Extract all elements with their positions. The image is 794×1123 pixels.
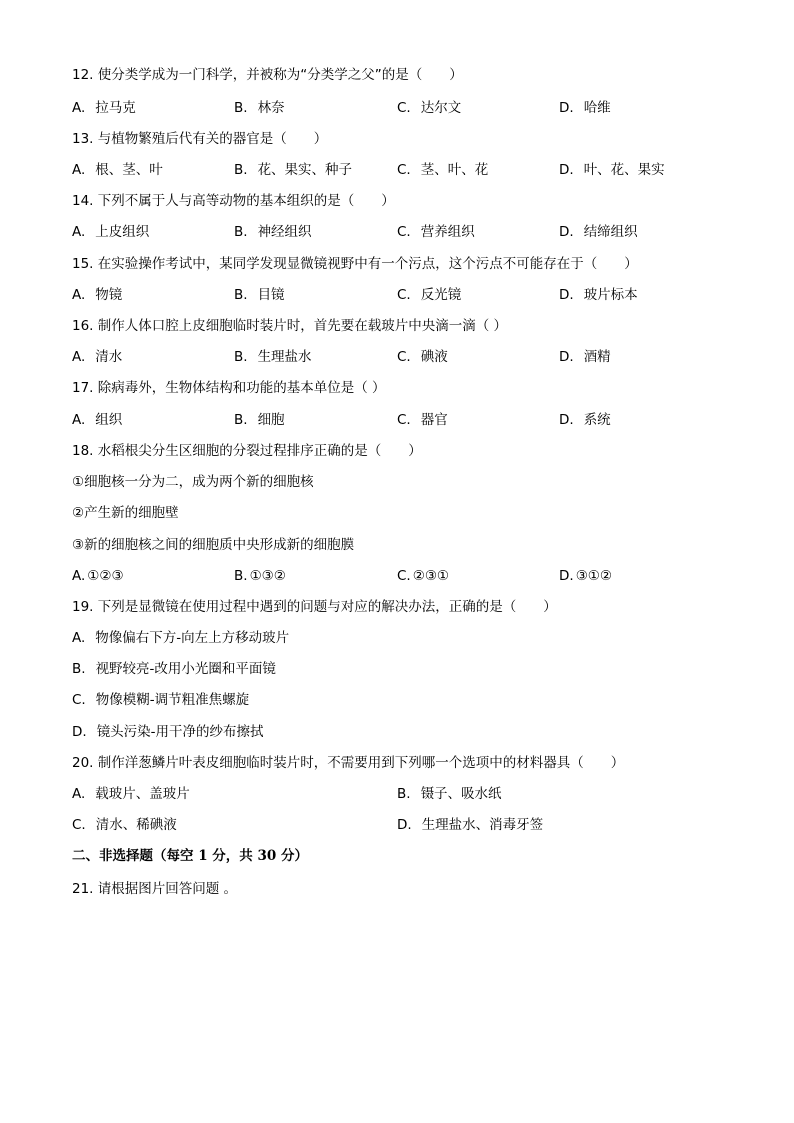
- question-15-stem: 15. 在实验操作考试中，某同学发现显微镜视野中有一个污点，这个污点不可能存在于（ ）: [72, 256, 638, 272]
- question-19-option-b: B. 视野较亮-改用小光圈和平面镜: [72, 661, 276, 677]
- option-b: B. 镊子、吸水纸: [397, 786, 502, 802]
- option-b: B. 目镜: [234, 287, 285, 303]
- option-a: A. 物镜: [72, 287, 123, 303]
- option-a: A. 上皮组织: [72, 224, 150, 240]
- question-17-stem: 17. 除病毒外，生物体结构和功能的基本单位是（ ）: [72, 380, 386, 396]
- option-c: C. 反光镜: [397, 287, 462, 303]
- question-19-stem: 19. 下列是显微镜在使用过程中遇到的问题与对应的解决办法，正确的是（ ）: [72, 599, 557, 615]
- option-c: C. 达尔文: [397, 100, 462, 116]
- option-b: B. ①③②: [234, 568, 286, 584]
- option-d: D. 生理盐水、消毒牙签: [397, 817, 544, 833]
- option-c: C. 清水、稀碘液: [72, 817, 177, 833]
- question-18-step-2: ②产生新的细胞壁: [72, 505, 179, 521]
- option-a: A. 载玻片、盖玻片: [72, 786, 190, 802]
- option-d: D. 玻片标本: [559, 287, 638, 303]
- option-d: D. ③①②: [559, 568, 612, 584]
- option-c: C. 茎、叶、花: [397, 162, 489, 178]
- option-b: B. 林奈: [234, 100, 285, 116]
- option-b: B. 生理盐水: [234, 349, 312, 365]
- option-d: D. 哈维: [559, 100, 611, 116]
- option-c: C. 碘液: [397, 349, 448, 365]
- question-18-options: [72, 567, 732, 585]
- question-12-options: [72, 99, 732, 117]
- option-c: C. 营养组织: [397, 224, 475, 240]
- question-20-options-row-1: [72, 785, 732, 803]
- option-d: D. 系统: [559, 412, 611, 428]
- question-18-step-1: ①细胞核一分为二，成为两个新的细胞核: [72, 474, 314, 490]
- option-a: A. 拉马克: [72, 100, 136, 116]
- option-a: A. 根、茎、叶: [72, 162, 163, 178]
- question-17-options: [72, 411, 732, 429]
- question-13-options: [72, 161, 732, 179]
- question-18-stem: 18. 水稻根尖分生区细胞的分裂过程排序正确的是（ ）: [72, 443, 422, 459]
- option-b: B. 细胞: [234, 412, 285, 428]
- section-heading: 二、非选择题（每空 1 分，共 30 分）: [72, 848, 308, 864]
- question-18-step-3: ③新的细胞核之间的细胞质中央形成新的细胞膜: [72, 537, 355, 553]
- question-20-stem: 20. 制作洋葱鳞片叶表皮细胞临时装片时，不需要用到下列哪一个选项中的材料器具（ ）: [72, 755, 625, 771]
- option-d: D. 叶、花、果实: [559, 162, 665, 178]
- option-a: A. ①②③: [72, 568, 124, 584]
- question-14-stem: 14. 下列不属于人与高等动物的基本组织的是（ ）: [72, 193, 395, 209]
- question-14-options: [72, 223, 732, 241]
- option-d: D. 酒精: [559, 349, 611, 365]
- option-a: A. 组织: [72, 412, 123, 428]
- option-b: B. 神经组织: [234, 224, 312, 240]
- option-b: B. 花、果实、种子: [234, 162, 353, 178]
- question-19-option-c: C. 物像模糊-调节粗准焦螺旋: [72, 692, 250, 708]
- question-21-stem: 21. 请根据图片回答问题 。: [72, 881, 238, 897]
- option-c: C. ②③①: [397, 568, 450, 584]
- question-12-stem: 12. 使分类学成为一门科学，并被称为“分类学之父”的是（ ）: [72, 67, 463, 83]
- question-15-options: [72, 286, 732, 304]
- question-19-option-d: D. 镜头污染-用干净的纱布擦拭: [72, 724, 264, 740]
- question-16-stem: 16. 制作人体口腔上皮细胞临时装片时，首先要在载玻片中央滴一滴（ ）: [72, 318, 508, 334]
- option-a: A. 清水: [72, 349, 123, 365]
- option-c: C. 器官: [397, 412, 448, 428]
- question-20-options-row-2: [72, 816, 732, 834]
- option-d: D. 结缔组织: [559, 224, 638, 240]
- question-13-stem: 13. 与植物繁殖后代有关的器官是（ ）: [72, 131, 328, 147]
- question-16-options: [72, 348, 732, 366]
- question-19-option-a: A. 物像偏右下方-向左上方移动玻片: [72, 630, 290, 646]
